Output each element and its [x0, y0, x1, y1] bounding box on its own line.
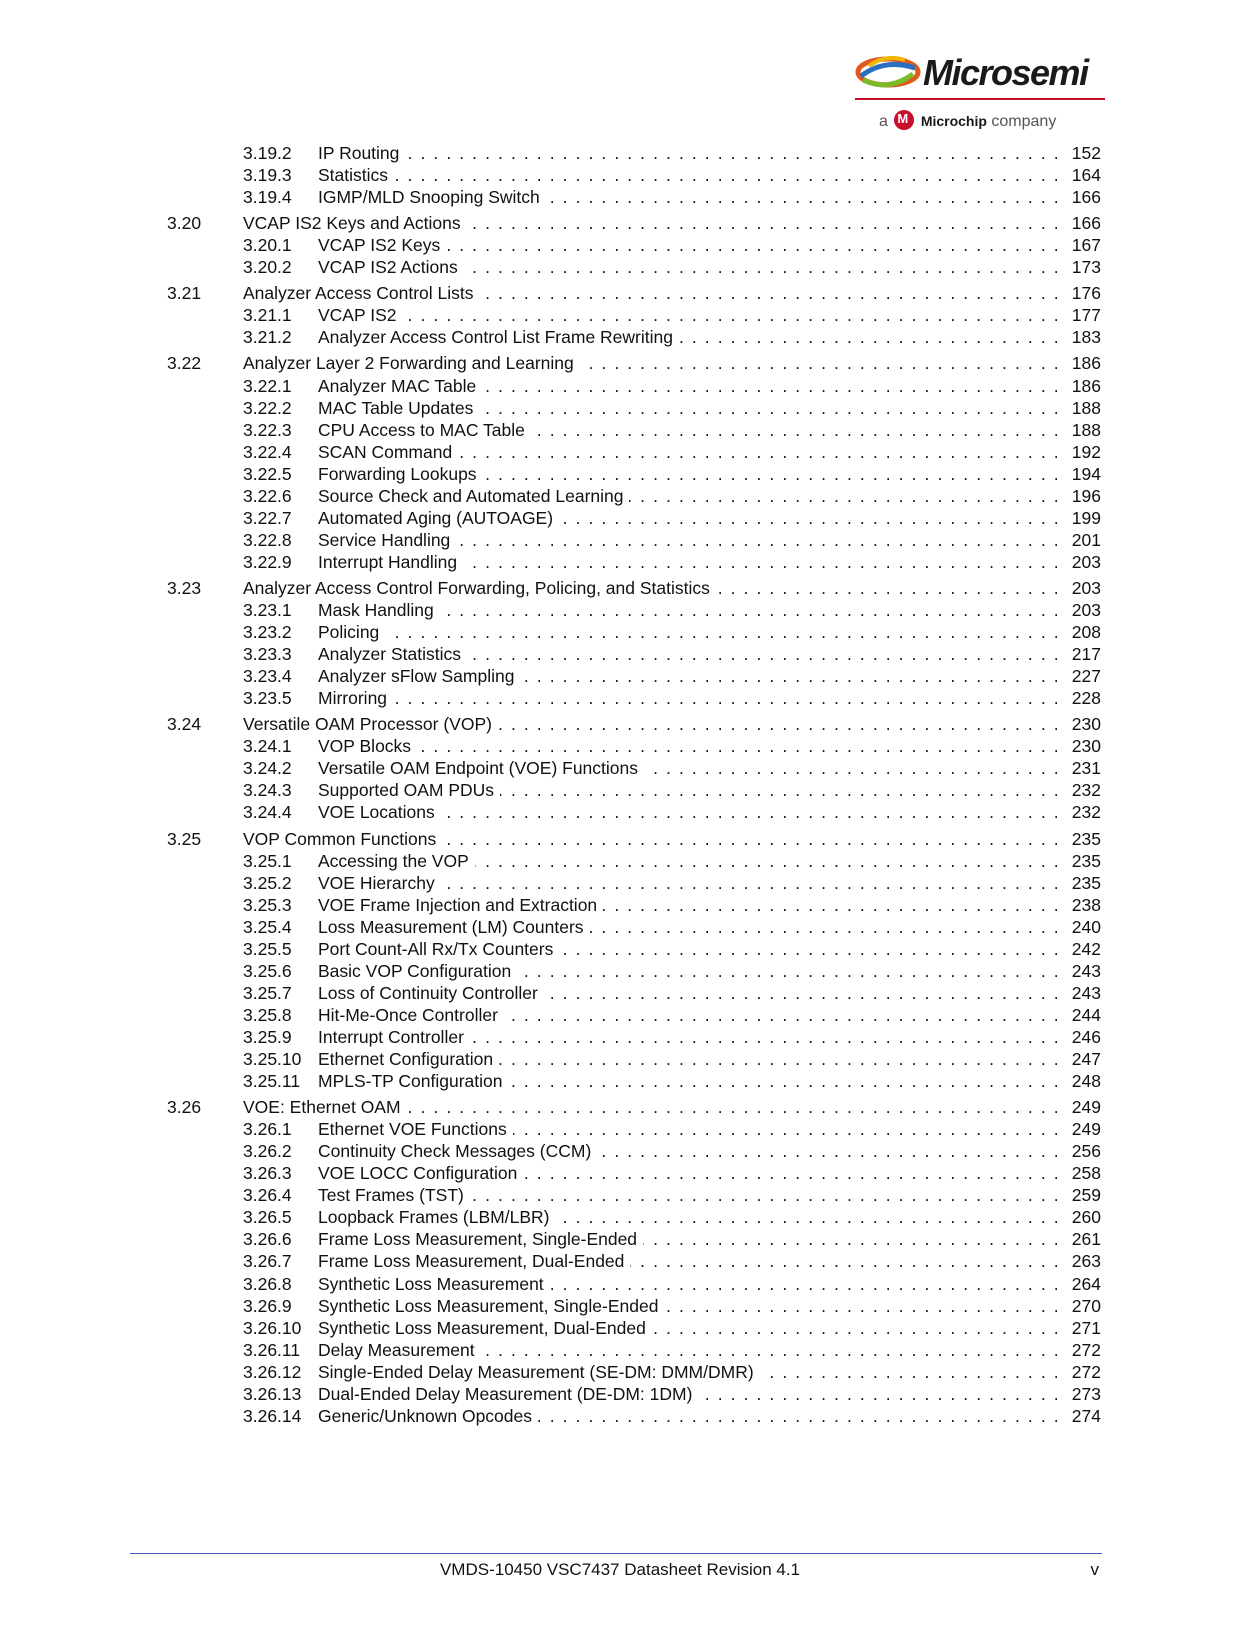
toc-page-number: 256	[1068, 1140, 1101, 1163]
toc-dot-leader	[243, 1096, 1099, 1119]
toc-dot-leader	[318, 1162, 1099, 1185]
toc-page-number: 263	[1068, 1250, 1101, 1273]
toc-section-title: VOP Blocks	[318, 736, 417, 756]
toc-section-title: VCAP IS2	[318, 305, 402, 325]
toc-dot-leader	[318, 463, 1099, 486]
toc-page-number: 246	[1068, 1026, 1101, 1049]
toc-entry[interactable]	[0, 507, 1240, 530]
toc-entry[interactable]	[0, 577, 1240, 600]
toc-section-title: Port Count-All Rx/Tx Counters	[318, 939, 559, 959]
toc-section-number: 3.25.3	[243, 894, 292, 915]
toc-page-number: 173	[1068, 256, 1101, 279]
toc-section-title: Synthetic Loss Measurement, Single-Ended	[318, 1296, 664, 1316]
toc-page-number: 203	[1068, 577, 1101, 600]
toc-page-number: 261	[1068, 1228, 1101, 1251]
toc-entry[interactable]	[0, 735, 1240, 758]
toc-page-number: 264	[1068, 1273, 1101, 1296]
toc-dot-leader	[318, 551, 1099, 574]
toc-page-number: 244	[1068, 1004, 1101, 1027]
toc-section-title: VOP Common Functions	[243, 829, 442, 849]
toc-section-title: Accessing the VOP	[318, 851, 475, 871]
toc-dot-leader	[243, 577, 1099, 600]
toc-dot-leader	[318, 507, 1099, 530]
toc-page-number: 243	[1068, 960, 1101, 983]
toc-dot-leader	[243, 282, 1099, 305]
toc-entry[interactable]	[0, 1184, 1240, 1207]
toc-dot-leader	[318, 801, 1099, 824]
toc-section-number: 3.19.2	[243, 143, 292, 163]
toc-entry[interactable]	[0, 1250, 1240, 1273]
toc-dot-leader	[318, 186, 1099, 209]
toc-section-number: 3.25.7	[243, 982, 292, 1003]
toc-section-title: Loopback Frames (LBM/LBR)	[318, 1207, 555, 1227]
toc-section-title: Versatile OAM Processor (VOP)	[243, 714, 498, 734]
toc-page-number: 247	[1068, 1048, 1101, 1071]
toc-section-number: 3.23	[167, 577, 202, 598]
toc-section-title: Dual-Ended Delay Measurement (DE-DM: 1DM)	[318, 1384, 698, 1404]
toc-page-number: 274	[1068, 1405, 1101, 1428]
toc-section-title: Ethernet Configuration	[318, 1049, 499, 1069]
toc-section-number: 3.26.1	[243, 1119, 292, 1140]
toc-section-title: Synthetic Loss Measurement	[318, 1274, 550, 1294]
logo-divider	[855, 98, 1105, 100]
toc-dot-leader	[318, 643, 1099, 666]
toc-dot-leader	[318, 665, 1099, 688]
tagline-prefix: a	[879, 113, 888, 130]
toc-dot-leader	[318, 397, 1099, 420]
toc-section-title: VOE LOCC Configuration	[318, 1163, 523, 1183]
toc-dot-leader	[318, 1228, 1099, 1251]
toc-entry[interactable]	[0, 1361, 1240, 1384]
toc-section-number: 3.26.9	[243, 1295, 292, 1316]
toc-section-title: Interrupt Controller	[318, 1027, 470, 1047]
toc-section-number: 3.21	[167, 283, 202, 304]
toc-section-number: 3.24.2	[243, 758, 292, 779]
toc-section-title: Service Handling	[318, 530, 456, 550]
toc-section-number: 3.25.1	[243, 850, 292, 871]
toc-entry[interactable]	[0, 164, 1240, 187]
toc-section-number: 3.21.1	[243, 305, 292, 326]
toc-entry[interactable]	[0, 801, 1240, 824]
toc-page-number: 192	[1068, 441, 1101, 464]
toc-section-number: 3.25	[167, 828, 202, 849]
toc-page-number: 186	[1068, 352, 1101, 375]
toc-entry[interactable]	[0, 212, 1240, 235]
toc-entry[interactable]	[0, 1228, 1240, 1251]
toc-entry[interactable]	[0, 1295, 1240, 1318]
toc-section-number: 3.22.9	[243, 551, 292, 572]
toc-dot-leader	[318, 441, 1099, 464]
toc-section-title: Automated Aging (AUTOAGE)	[318, 508, 559, 528]
toc-entry[interactable]	[0, 1317, 1240, 1340]
toc-entry[interactable]	[0, 1096, 1240, 1119]
toc-entry[interactable]	[0, 1026, 1240, 1049]
toc-section-title: Policing	[318, 622, 385, 642]
toc-entry[interactable]	[0, 713, 1240, 736]
toc-dot-leader	[318, 1383, 1099, 1406]
toc-page-number: 164	[1068, 164, 1101, 187]
toc-section-number: 3.26.7	[243, 1251, 292, 1272]
toc-section-number: 3.23.5	[243, 688, 292, 709]
toc-section-number: 3.21.2	[243, 327, 292, 348]
toc-entry[interactable]	[0, 757, 1240, 780]
toc-entry[interactable]	[0, 142, 1240, 165]
footer-divider	[130, 1553, 1102, 1554]
toc-page-number: 188	[1068, 419, 1101, 442]
toc-dot-leader	[318, 375, 1099, 398]
toc-section-number: 3.25.11	[243, 1071, 301, 1092]
toc-section-title: IP Routing	[318, 143, 405, 163]
toc-section-title: VOE Frame Injection and Extraction	[318, 895, 603, 915]
toc-page-number: 230	[1068, 713, 1101, 736]
toc-page-number: 232	[1068, 801, 1101, 824]
microsemi-swirl-icon	[855, 52, 921, 96]
toc-entry[interactable]	[0, 1004, 1240, 1027]
toc-dot-leader	[318, 1273, 1099, 1296]
toc-section-title: Analyzer Access Control Lists	[243, 283, 480, 303]
toc-page-number: 203	[1068, 551, 1101, 574]
toc-dot-leader	[243, 212, 1099, 235]
toc-entry[interactable]	[0, 872, 1240, 895]
toc-dot-leader	[318, 529, 1099, 552]
toc-section-number: 3.26.14	[243, 1405, 302, 1426]
toc-entry[interactable]	[0, 551, 1240, 574]
toc-page-number: 260	[1068, 1206, 1101, 1229]
toc-section-title: MAC Table Updates	[318, 398, 479, 418]
toc-page-number: 199	[1068, 507, 1101, 530]
toc-dot-leader	[318, 938, 1099, 961]
toc-section-number: 3.26	[167, 1097, 202, 1118]
toc-dot-leader	[318, 1004, 1099, 1027]
toc-section-title: Loss Measurement (LM) Counters	[318, 917, 590, 937]
toc-dot-leader	[318, 256, 1099, 279]
toc-dot-leader	[318, 419, 1099, 442]
toc-page-number: 271	[1068, 1317, 1101, 1340]
toc-section-number: 3.22.1	[243, 375, 292, 396]
toc-page-number: 249	[1068, 1118, 1101, 1141]
toc-dot-leader	[318, 304, 1099, 327]
toc-section-number: 3.26.6	[243, 1229, 292, 1250]
toc-section-number: 3.23.3	[243, 644, 292, 665]
toc-entry[interactable]	[0, 828, 1240, 851]
toc-entry[interactable]	[0, 234, 1240, 257]
toc-section-number: 3.26.8	[243, 1273, 292, 1294]
toc-dot-leader	[318, 735, 1099, 758]
toc-entry[interactable]	[0, 779, 1240, 802]
toc-page-number: 249	[1068, 1096, 1101, 1119]
toc-dot-leader	[318, 326, 1099, 349]
toc-dot-leader	[318, 872, 1099, 895]
toc-page-number: 272	[1068, 1339, 1101, 1362]
toc-section-title: Frame Loss Measurement, Single-Ended	[318, 1229, 643, 1249]
toc-entry[interactable]	[0, 665, 1240, 688]
toc-section-number: 3.24.4	[243, 802, 292, 823]
toc-page-number: 167	[1068, 234, 1101, 257]
toc-section-number: 3.20.1	[243, 235, 292, 256]
toc-section-title: Analyzer Access Control List Frame Rewriting	[318, 327, 679, 347]
microchip-icon: M	[894, 110, 914, 130]
toc-page-number: 194	[1068, 463, 1101, 486]
toc-entry[interactable]	[0, 397, 1240, 420]
toc-section-title: Hit-Me-Once Controller	[318, 1005, 504, 1025]
toc-dot-leader	[318, 779, 1099, 802]
toc-section-number: 3.22.7	[243, 507, 292, 528]
toc-dot-leader	[318, 142, 1099, 165]
toc-page-number: 227	[1068, 665, 1101, 688]
toc-entry[interactable]	[0, 621, 1240, 644]
toc-section-number: 3.23.2	[243, 622, 292, 643]
toc-page-number: 166	[1068, 186, 1101, 209]
toc-section-title: Analyzer Layer 2 Forwarding and Learning	[243, 353, 580, 373]
toc-section-title: Forwarding Lookups	[318, 464, 483, 484]
toc-section-title: VOE: Ethernet OAM	[243, 1097, 407, 1117]
toc-section-number: 3.22.2	[243, 397, 292, 418]
toc-page-number: 166	[1068, 212, 1101, 235]
toc-dot-leader	[318, 234, 1099, 257]
logo-tagline	[879, 110, 1056, 131]
toc-section-number: 3.24	[167, 714, 202, 735]
toc-section-title: Supported OAM PDUs	[318, 780, 500, 800]
toc-page-number: 196	[1068, 485, 1101, 508]
toc-section-number: 3.25.9	[243, 1026, 292, 1047]
toc-entry[interactable]	[0, 256, 1240, 279]
toc-section-number: 3.25.5	[243, 938, 292, 959]
toc-page-number: 217	[1068, 643, 1101, 666]
toc-page-number: 258	[1068, 1162, 1101, 1185]
toc-page-number: 203	[1068, 599, 1101, 622]
toc-entry[interactable]	[0, 599, 1240, 622]
toc-page-number: 235	[1068, 872, 1101, 895]
toc-section-title: Ethernet VOE Functions	[318, 1119, 513, 1139]
toc-dot-leader	[243, 713, 1099, 736]
toc-section-title: VOE Hierarchy	[318, 873, 441, 893]
toc-section-title: VCAP IS2 Keys and Actions	[243, 213, 467, 233]
toc-dot-leader	[318, 1184, 1099, 1207]
toc-dot-leader	[318, 1250, 1099, 1273]
toc-dot-leader	[318, 1026, 1099, 1049]
toc-section-number: 3.25.2	[243, 872, 292, 893]
toc-section-title: Mask Handling	[318, 600, 440, 620]
toc-dot-leader	[318, 164, 1099, 187]
toc-page-number: 230	[1068, 735, 1101, 758]
toc-section-number: 3.26.3	[243, 1163, 292, 1184]
toc-entry[interactable]	[0, 960, 1240, 983]
toc-dot-leader	[243, 352, 1099, 375]
toc-dot-leader	[318, 1361, 1099, 1384]
toc-dot-leader	[318, 1118, 1099, 1141]
toc-page-number: 188	[1068, 397, 1101, 420]
toc-dot-leader	[318, 1295, 1099, 1318]
toc-section-number: 3.22	[167, 353, 202, 374]
brand-name: Microsemi	[923, 52, 1088, 93]
toc-entry[interactable]	[0, 463, 1240, 486]
toc-entry[interactable]	[0, 1048, 1240, 1071]
toc-entry[interactable]	[0, 938, 1240, 961]
toc-section-title: MPLS-TP Configuration	[318, 1071, 509, 1091]
toc-section-title: Mirroring	[318, 688, 393, 708]
toc-section-number: 3.26.13	[243, 1383, 302, 1404]
toc-dot-leader	[318, 757, 1099, 780]
toc-entry[interactable]	[0, 352, 1240, 375]
toc-section-number: 3.22.8	[243, 529, 292, 550]
toc-section-number: 3.19.4	[243, 187, 292, 208]
toc-section-title: Continuity Check Messages (CCM)	[318, 1141, 597, 1161]
toc-dot-leader	[243, 828, 1099, 851]
toc-dot-leader	[318, 1339, 1099, 1362]
toc-entry[interactable]	[0, 1070, 1240, 1093]
toc-section-title: Test Frames (TST)	[318, 1185, 470, 1205]
toc-page-number: 248	[1068, 1070, 1101, 1093]
toc-dot-leader	[318, 1317, 1099, 1340]
toc-section-title: CPU Access to MAC Table	[318, 420, 531, 440]
toc-section-number: 3.25.6	[243, 960, 292, 981]
toc-section-title: Generic/Unknown Opcodes	[318, 1406, 538, 1426]
toc-section-title: Statistics	[318, 165, 394, 185]
toc-section-number: 3.26.4	[243, 1185, 292, 1206]
toc-entry[interactable]	[0, 1140, 1240, 1163]
toc-page-number: 259	[1068, 1184, 1101, 1207]
toc-entry[interactable]	[0, 529, 1240, 552]
toc-section-title: Analyzer Access Control Forwarding, Policing, and Statistics	[243, 578, 716, 598]
toc-page-number: 242	[1068, 938, 1101, 961]
toc-section-number: 3.26.10	[243, 1317, 302, 1338]
toc-dot-leader	[318, 1405, 1099, 1428]
toc-page-number: 243	[1068, 982, 1101, 1005]
toc-page-number: 272	[1068, 1361, 1101, 1384]
toc-dot-leader	[318, 485, 1099, 508]
toc-dot-leader	[318, 1070, 1099, 1093]
toc-entry[interactable]	[0, 1339, 1240, 1362]
footer-page-number: v	[1090, 1560, 1099, 1579]
toc-dot-leader	[318, 1140, 1099, 1163]
toc-section-number: 3.20.2	[243, 257, 292, 278]
toc-entry[interactable]	[0, 894, 1240, 917]
toc-entry[interactable]	[0, 1162, 1240, 1185]
toc-entry[interactable]	[0, 326, 1240, 349]
toc-section-number: 3.23.4	[243, 666, 292, 687]
toc-dot-leader	[318, 960, 1099, 983]
toc-section-title: VCAP IS2 Keys	[318, 235, 446, 255]
toc-page-number: 240	[1068, 916, 1101, 939]
toc-entry[interactable]	[0, 186, 1240, 209]
toc-section-number: 3.26.5	[243, 1207, 292, 1228]
toc-section-title: Versatile OAM Endpoint (VOE) Functions	[318, 758, 644, 778]
toc-section-number: 3.26.12	[243, 1361, 302, 1382]
toc-section-title: Analyzer sFlow Sampling	[318, 666, 520, 686]
toc-page-number: 238	[1068, 894, 1101, 917]
toc-page-number: 270	[1068, 1295, 1101, 1318]
toc-section-title: VOE Locations	[318, 802, 441, 822]
toc-entry[interactable]	[0, 282, 1240, 305]
toc-section-number: 3.26.2	[243, 1141, 292, 1162]
toc-section-title: Synthetic Loss Measurement, Dual-Ended	[318, 1318, 652, 1338]
toc-page-number: 231	[1068, 757, 1101, 780]
toc-section-title: Analyzer MAC Table	[318, 376, 482, 396]
toc-section-title: IGMP/MLD Snooping Switch	[318, 187, 546, 207]
toc-entry[interactable]	[0, 419, 1240, 442]
toc-section-title: Analyzer Statistics	[318, 644, 467, 664]
toc-section-title: Basic VOP Configuration	[318, 961, 517, 981]
toc-section-title: VCAP IS2 Actions	[318, 257, 464, 277]
toc-entry[interactable]	[0, 687, 1240, 710]
toc-page-number: 177	[1068, 304, 1101, 327]
toc-section-number: 3.25.8	[243, 1004, 292, 1025]
toc-page-number: 176	[1068, 282, 1101, 305]
tagline-suffix: company	[991, 113, 1057, 130]
toc-entry[interactable]	[0, 1405, 1240, 1428]
toc-dot-leader	[318, 982, 1099, 1005]
toc-page-number: 186	[1068, 375, 1101, 398]
toc-section-number: 3.22.6	[243, 485, 292, 506]
toc-section-number: 3.24.3	[243, 780, 292, 801]
toc-section-title: Frame Loss Measurement, Dual-Ended	[318, 1251, 630, 1271]
toc-entry[interactable]	[0, 916, 1240, 939]
toc-dot-leader	[318, 916, 1099, 939]
toc-entry[interactable]	[0, 1206, 1240, 1229]
tagline-company: Microchip	[920, 113, 987, 129]
toc-section-number: 3.22.4	[243, 441, 292, 462]
toc-section-number: 3.19.3	[243, 165, 292, 186]
toc-section-title: Interrupt Handling	[318, 552, 463, 572]
toc-entry[interactable]	[0, 643, 1240, 666]
toc-dot-leader	[318, 1048, 1099, 1071]
microsemi-logo	[855, 48, 1107, 138]
toc-section-number: 3.22.3	[243, 419, 292, 440]
toc-section-title: Single-Ended Delay Measurement (SE-DM: DMM/DMR)	[318, 1362, 760, 1382]
toc-page-number: 152	[1068, 142, 1101, 165]
toc-section-number: 3.25.4	[243, 916, 292, 937]
toc-dot-leader	[318, 599, 1099, 622]
toc-entry[interactable]	[0, 850, 1240, 873]
toc-section-title: Source Check and Automated Learning	[318, 486, 629, 506]
toc-page-number: 228	[1068, 687, 1101, 710]
toc-page-number: 183	[1068, 326, 1101, 349]
toc-entry[interactable]	[0, 982, 1240, 1005]
toc-dot-leader	[318, 894, 1099, 917]
toc-section-number: 3.24.1	[243, 736, 292, 757]
toc-section-title: Delay Measurement	[318, 1340, 481, 1360]
toc-entry[interactable]	[0, 304, 1240, 327]
toc-dot-leader	[318, 687, 1099, 710]
toc-section-number: 3.25.10	[243, 1049, 302, 1069]
toc-page-number: 235	[1068, 850, 1101, 873]
toc-entry[interactable]	[0, 1383, 1240, 1406]
toc-section-number: 3.23.1	[243, 600, 292, 620]
toc-entry[interactable]	[0, 485, 1240, 508]
toc-page-number: 273	[1068, 1383, 1101, 1406]
toc-section-title: SCAN Command	[318, 442, 458, 462]
toc-dot-leader	[318, 850, 1099, 873]
toc-page-number: 235	[1068, 828, 1101, 851]
toc-entry[interactable]	[0, 375, 1240, 398]
toc-section-number: 3.22.5	[243, 463, 292, 484]
toc-section-number: 3.26.11	[243, 1339, 301, 1360]
toc-section-number: 3.20	[167, 213, 202, 234]
toc-page-number: 201	[1068, 529, 1101, 552]
toc-dot-leader	[318, 621, 1099, 644]
toc-page-number: 232	[1068, 779, 1101, 802]
toc-dot-leader	[318, 1206, 1099, 1229]
toc-entry[interactable]	[0, 1273, 1240, 1296]
footer-doc-id: VMDS-10450 VSC7437 Datasheet Revision 4.1	[439, 1560, 801, 1579]
toc-section-title: Loss of Continuity Controller	[318, 983, 544, 1003]
toc-entry[interactable]	[0, 441, 1240, 464]
toc-page-number: 208	[1068, 621, 1101, 644]
toc-entry[interactable]	[0, 1118, 1240, 1141]
